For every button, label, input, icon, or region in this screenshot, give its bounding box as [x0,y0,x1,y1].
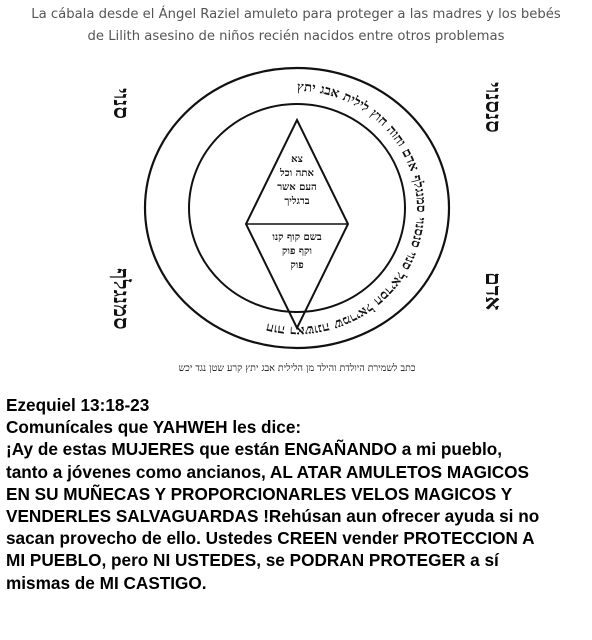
caption-line-1: La cábala desde el Ángel Raziel amuleto para proteger a las madres y los bebés [31,7,561,22]
verse-line-6: VENDERLES SALVAGUARDAS !Rehúsan aun ofrecer ayuda si no [6,506,540,527]
verse-line-2: Comunícales que YAHWEH les dice: [6,417,302,438]
amulet-footer-text: כתב לשמירת היולדת והילד מן הלילית אבג יתץ קרע שטן נגד יכש [178,363,416,374]
diamond-top-line-1: צא [291,154,303,165]
amulet-illustration [14,58,580,390]
bottom-right-label: אדם [480,272,506,311]
verse-line-4: tanto a jóvenes como ancianos, AL ATAR AMULETOS MAGICOS [6,461,530,482]
image-caption [0,4,592,48]
diamond-bottom-line-2: וקף פוק [282,246,312,257]
verse-line-7: sacan provecho de ello. Ustedes CREEN vender PROTECCION A [6,528,535,549]
caption-line-2: de Lilith asesino de niños recién nacidos entre otros problemas [87,29,505,44]
inner-ring [189,104,405,312]
diamond-top-line-2: אתה וכל [280,168,314,179]
top-left-label: סנוי [108,88,134,120]
outer-ring-text-path: חוה ראשונה שמריאל חסדיאל סנוי סנסנוי סמנגלף אדם וחוה חוץ לילית אבג יתץ [264,79,428,339]
outer-ring-text [265,80,428,338]
bible-verse [6,394,590,594]
verse-line-8: MI PUEBLO, pero NI USTEDES, se PODRAN PROTEGER a sí [6,550,499,571]
outer-ring [145,68,449,348]
bottom-left-label: סמנגלף [108,268,134,330]
diamond-top-line-4: ברגליך [284,196,310,207]
diamond-bottom-line-1: בשם קוף קנו [272,232,322,243]
top-right-label: סנסנוי [480,82,506,133]
diamond-top-line-3: העם אשר [277,182,317,193]
verse-line-1: Ezequiel 13:18-23 [6,395,150,415]
diamond-bottom-line-3: פוק [290,260,304,271]
verse-line-5: EN SU MUÑECAS Y PROPORCIONARLES VELOS MAGICOS Y [6,483,513,504]
verse-line-9: mismas de MI CASTIGO. [6,572,207,593]
verse-line-3: ¡Ay de estas MUJERES que están ENGAÑANDO a mi pueblo, [6,439,502,460]
